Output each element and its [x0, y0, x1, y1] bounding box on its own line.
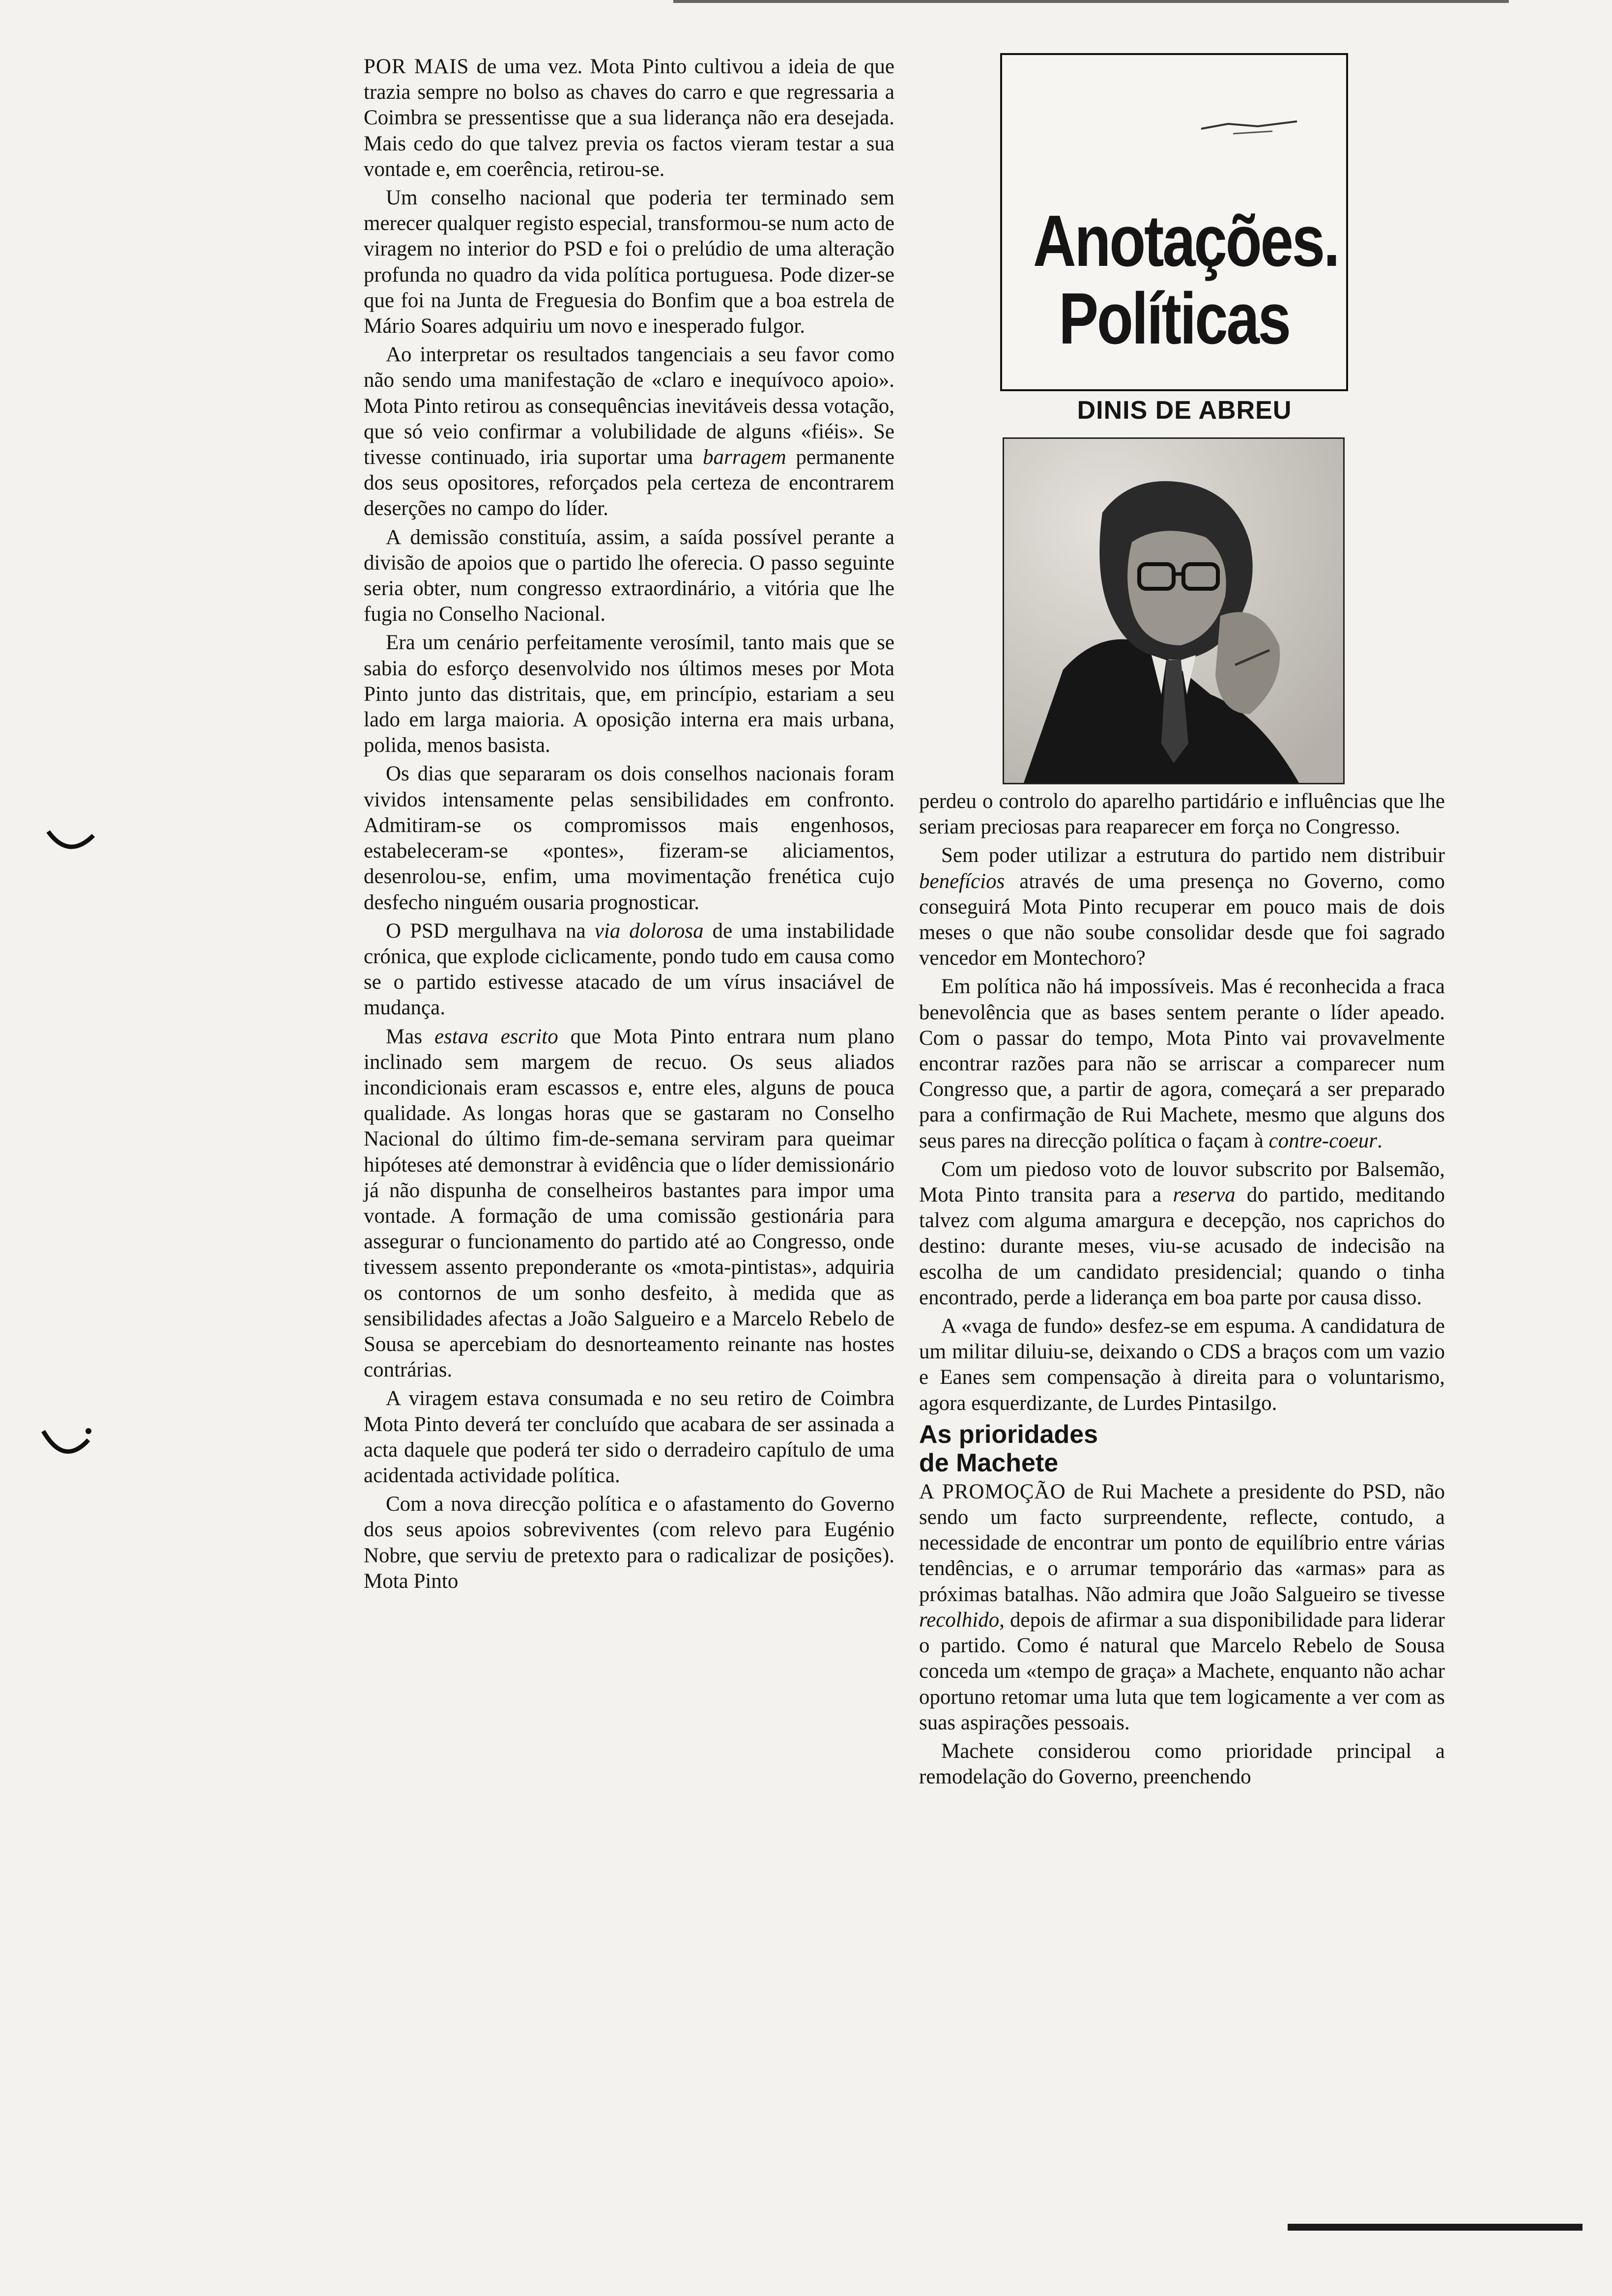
subheading-line-1: As prioridades	[919, 1420, 1098, 1449]
lead-in-caps: A PROMOÇÃO	[919, 1480, 1066, 1503]
paragraph-text: Sem poder utilizar a estrutura do partido nem distribuir	[941, 844, 1445, 867]
article-paragraph: Era um cenário perfeitamente verosímil, tanto mais que se sabia do esforço desenvolvido nos últimos meses por Mota Pinto junto das distritais, que, em princípio, estariam a seu lado em larga maioria. A oposição interna era mais urbana, polida, menos basista.	[364, 631, 894, 757]
paragraph-text: O PSD mergulhava na	[386, 919, 595, 943]
italic-term: barragem	[703, 446, 786, 469]
article-paragraph: A «vaga de fundo» desfez-se em espuma. A candidatura de um militar diluiu-se, deixando o CDS a braços com um vazio e Eanes sem compensação à direita para o voluntarismo, agora esquerdizante, de Lurdes Pintasilgo.	[919, 1315, 1445, 1415]
italic-term: benefícios	[919, 869, 1005, 893]
article-paragraph	[919, 1479, 1445, 1736]
italic-term: recolhido	[919, 1608, 1000, 1632]
article-paragraph	[919, 974, 1445, 1153]
paragraph-text: Em política não há impossíveis. Mas é reconhecida a fraca benevolência que as bases sentem perante o líder apeado. Com o passar do tempo, Mota Pinto vai provavelmente encontrar razões para não se arriscar a comparecer num Congresso que, a partir de agora, começará a ser preparado para a confirmação de Rui Machete, mesmo que alguns dos seus pares na direcção política o façam à	[919, 975, 1445, 1152]
article-paragraph	[919, 843, 1445, 971]
italic-term: contre-coeur	[1268, 1129, 1378, 1152]
column-title-line-1: Anotações.	[1033, 201, 1339, 282]
portrait-image	[1004, 439, 1343, 783]
paragraph-text: Com um piedoso voto de louvor subscrito por Balsemão, Mota Pinto transita para a	[919, 1157, 1445, 1207]
section-subheading	[919, 1420, 1445, 1477]
article-paragraph: A demissão constituía, assim, a saída possível perante a divisão de apoios que o partido lhe oferecia. O passo seguinte seria obter, num congresso extraordinário, a vitória que lhe fugia no Conselho Nacional.	[364, 525, 894, 626]
paragraph-text: de uma vez. Mota Pinto cultivou a ideia de que trazia sempre no bolso as chaves do carro e que regressaria a Coimbra se pressentisse que a sua liderança não era desejada. Mais cedo do que talvez previa os factos vieram testar a sua vontade e, em coerência, retirou-se.	[364, 55, 895, 181]
paragraph-text: permanente dos seus opositores, reforçados pela certeza de encontrarem deserções no campo do líder.	[364, 446, 894, 520]
subheading-line-2: de Machete	[919, 1448, 1059, 1477]
binding-hole-mark-icon	[39, 1425, 93, 1469]
column-title-box	[1000, 53, 1348, 391]
paragraph-text: , depois de afirmar a sua disponibilidade para liderar o partido. Como é natural que Marcelo Rebelo de Sousa conceda um «tempo de graça» a Machete, enquanto não achar oportuno retomar uma luta que tem logicamente a ver com as suas aspirações pessoais.	[919, 1608, 1445, 1734]
author-portrait-photo	[1003, 437, 1345, 784]
column-title	[1033, 201, 1339, 359]
paragraph-text: .	[1377, 1129, 1382, 1152]
article-column-left	[364, 54, 894, 1594]
article-paragraph: Os dias que separaram os dois conselhos nacionais foram vividos intensamente pelas sensibilidades em confronto. Admitiram-se os compromissos mais engenhosos, estabeleceram-se «pontes», fizeram-se aliciamentos, desenrolou-se, enfim, uma movimentação frenética cujo desfecho ninguém ousaria prognosticar.	[364, 762, 894, 914]
italic-term: estava escrito	[434, 1025, 558, 1048]
article-paragraph: Machete considerou como prioridade principal a remodelação do Governo, preenchendo	[919, 1739, 1445, 1789]
article-paragraph	[364, 918, 894, 1021]
lead-in-caps: POR MAIS	[364, 55, 469, 78]
article-paragraph: perdeu o controlo do aparelho partidário e influências que lhe seriam preciosas para reaparecer em força no Congresso.	[919, 790, 1445, 839]
article-column-right-top	[919, 789, 1445, 1790]
italic-term: via dolorosa	[594, 919, 704, 943]
article-paragraph	[364, 342, 894, 521]
column-title-line-2: Políticas	[1059, 278, 1290, 359]
paragraph-text: Ao interpretar os resultados tangenciais a seu favor como não sendo uma manifestação de «claro e inequívoco apoio». Mota Pinto retirou as consequências inevitáveis dessa votação, que só veio confirmar a volubilidade de alguns «fiéis». Se tivesse continuado, iria suportar uma	[364, 343, 894, 469]
paragraph-text: que Mota Pinto entrara num plano inclinado sem margem de recuo. Os seus aliados incondicionais eram escassos e, entre eles, alguns de pouca qualidade. As longas horas que se gastaram no Conselho Nacional do último fim-de-semana serviram para queimar hipóteses até demonstrar à evidência que o líder demissionário já não dispunha de conselheiros bastantes para impor uma vontade. A formação de uma comissão gestionária para assegurar o funcionamento do partido até ao Congresso, onde tivessem assento preponderante os «mota-pintistas», adquiria os contornos de um sonho desfeito, à medida que as sensibilidades afectas a João Salgueiro e a Marcelo Rebelo de Sousa se apercebiam do desnorteamento reinante nas hostes contrárias.	[364, 1025, 894, 1382]
top-rule	[673, 0, 1509, 3]
paragraph-text: através de uma presença no Governo, como conseguirá Mota Pinto recuperar em pouco mais de dois meses o que não soube consolidar desde que foi sagrado vencedor em Montechoro?	[919, 869, 1445, 970]
italic-term: reserva	[1173, 1183, 1236, 1207]
article-paragraph: Um conselho nacional que poderia ter terminado sem merecer qualquer registo especial, transformou-se num acto de viragem no interior do PSD e foi o prelúdio de uma alteração profunda no quadro da vida política portuguesa. Pode dizer-se que foi na Junta de Freguesia do Bonfim que a boa estrela de Mário Soares adquiriu um novo e inesperado fulgor.	[364, 186, 894, 338]
article-paragraph: A viragem estava consumada e no seu retiro de Coimbra Mota Pinto deverá ter concluído que acabara de ser assinada a acta daquele que poderá ter sido o derradeiro capítulo de uma acidentada actividade política.	[364, 1387, 894, 1487]
binding-hole-mark-icon	[44, 826, 98, 860]
paragraph-text: do partido, meditando talvez com alguma amargura e decepção, nos caprichos do destino: durante meses, viu-se acusado de indecisão na escolha de um candidato presidencial; quando o tinha encontrado, perde a liderança em boa parte por causa disso.	[919, 1183, 1445, 1309]
paragraph-text: Mas	[386, 1025, 434, 1048]
author-byline: DINIS DE ABREU	[1077, 396, 1292, 425]
paragraph-text: de Rui Machete a presidente do PSD, não sendo um facto surpreendente, reflecte, contudo, a necessidade de encontrar um ponto de equilíbrio entre várias tendências, e o arrumar temporário das «armas» para as próximas batalhas. Não admira que João Salgueiro se tivesse	[919, 1480, 1445, 1606]
scribble-icon	[1199, 109, 1307, 139]
article-paragraph	[364, 1024, 894, 1383]
paragraph-text: de uma instabilidade crónica, que explode ciclicamente, pondo tudo em causa como se o partido estivesse atacado de um vírus insaciável de mudança.	[364, 919, 895, 1020]
bottom-rule	[1288, 2224, 1583, 2231]
article-paragraph	[364, 54, 894, 182]
article-paragraph: Com a nova direcção política e o afastamento do Governo dos seus apoios sobreviventes (com relevo para Eugénio Nobre, que serviu de pretexto para o radicalizar de posições). Mota Pinto	[364, 1492, 894, 1593]
article-paragraph	[919, 1157, 1445, 1311]
